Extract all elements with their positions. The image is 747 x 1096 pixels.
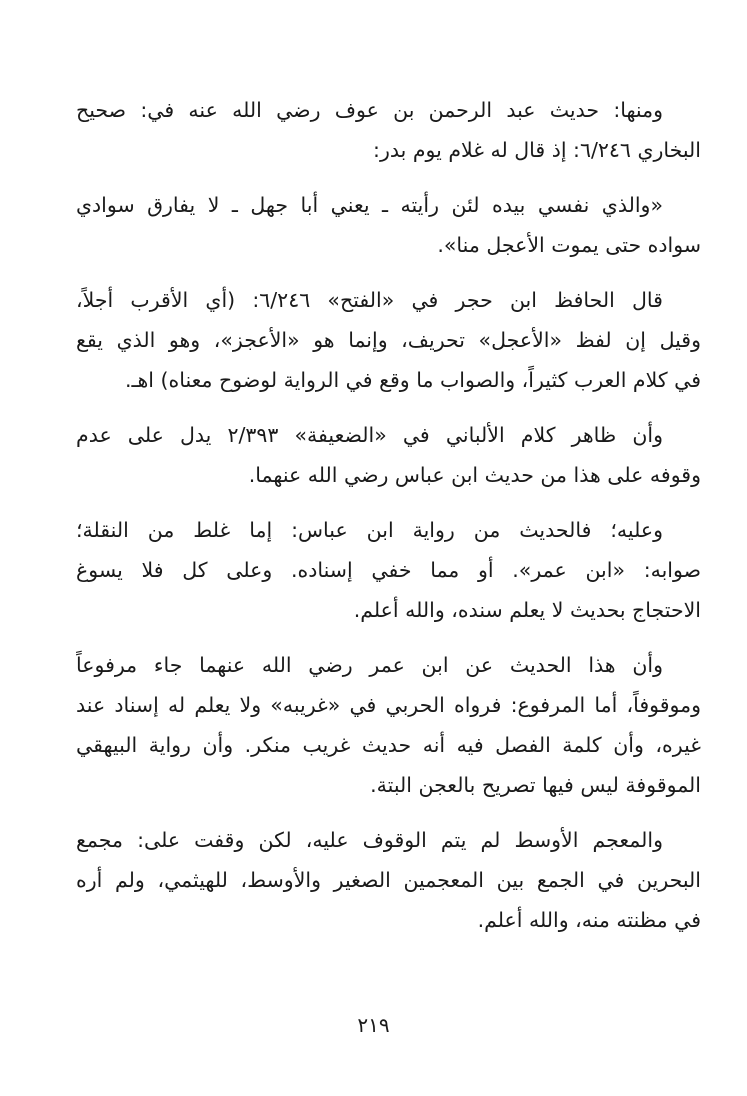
text-line: غيره، وأن كلمة الفصل فيه أنه حديث غريب منكر. وأن رواية البيهقي: [76, 733, 701, 757]
text-line: صوابه: «ابن عمر». أو مما خفي إسناده. وعلى كل فلا يسوغ: [76, 558, 701, 582]
paragraph-2: [76, 185, 701, 265]
text-line: البحرين في الجمع بين المعجمين الصغير والأوسط، للهيثمي، ولم أره: [76, 868, 701, 892]
text-line: وأن هذا الحديث عن ابن عمر رضي الله عنهما جاء مرفوعاً: [76, 653, 663, 677]
paragraph-7: [76, 820, 701, 940]
paragraph-6: [76, 645, 701, 805]
page-body: [76, 90, 701, 955]
text-line: وعليه؛ فالحديث من رواية ابن عباس: إما غلط من النقلة؛: [76, 518, 663, 542]
paragraph-4: [76, 415, 701, 495]
text-line: في مظنته منه، والله أعلم.: [477, 908, 701, 932]
text-line: وقيل إن لفظ «الأعجل» تحريف، وإنما هو «الأعجز»، وهو الذي يقع: [76, 328, 701, 352]
text-line: البخاري ٦/٢٤٦: إذ قال له غلام يوم بدر:: [373, 138, 701, 162]
text-line: قال الحافظ ابن حجر في «الفتح» ٦/٢٤٦: (أي الأقرب أجلاً،: [76, 288, 663, 312]
text-line: والمعجم الأوسط لم يتم الوقوف عليه، لكن وقفت على: مجمع: [76, 828, 663, 852]
text-line: وأن ظاهر كلام الألباني في «الضعيفة» ٢/٣٩٣ يدل على عدم: [76, 423, 663, 447]
paragraph-1: [76, 90, 701, 170]
text-line: في كلام العرب كثيراً، والصواب ما وقع في الرواية لوضوح معناه) اهـ.: [124, 368, 701, 392]
text-line: الموقوفة ليس فيها تصريح بالعجن البتة.: [370, 773, 701, 797]
text-line: وقوفه على هذا من حديث ابن عباس رضي الله عنهما.: [248, 463, 701, 487]
paragraph-3: [76, 280, 701, 400]
text-line: ومنها: حديث عبد الرحمن بن عوف رضي الله عنه في: صحيح: [76, 98, 663, 122]
text-line: سواده حتى يموت الأعجل منا».: [437, 233, 701, 257]
paragraph-5: [76, 510, 701, 630]
text-line: وموقوفاً، أما المرفوع: فرواه الحربي في «غريبه» ولا يعلم له إسناد عند: [76, 693, 701, 717]
page-number: ٢١٩: [357, 1013, 390, 1037]
text-line: الاحتجاج بحديث لا يعلم سنده، والله أعلم.: [353, 598, 701, 622]
text-line: «والذي نفسي بيده لئن رأيته ـ يعني أبا جهل ـ لا يفارق سوادي: [76, 193, 663, 217]
